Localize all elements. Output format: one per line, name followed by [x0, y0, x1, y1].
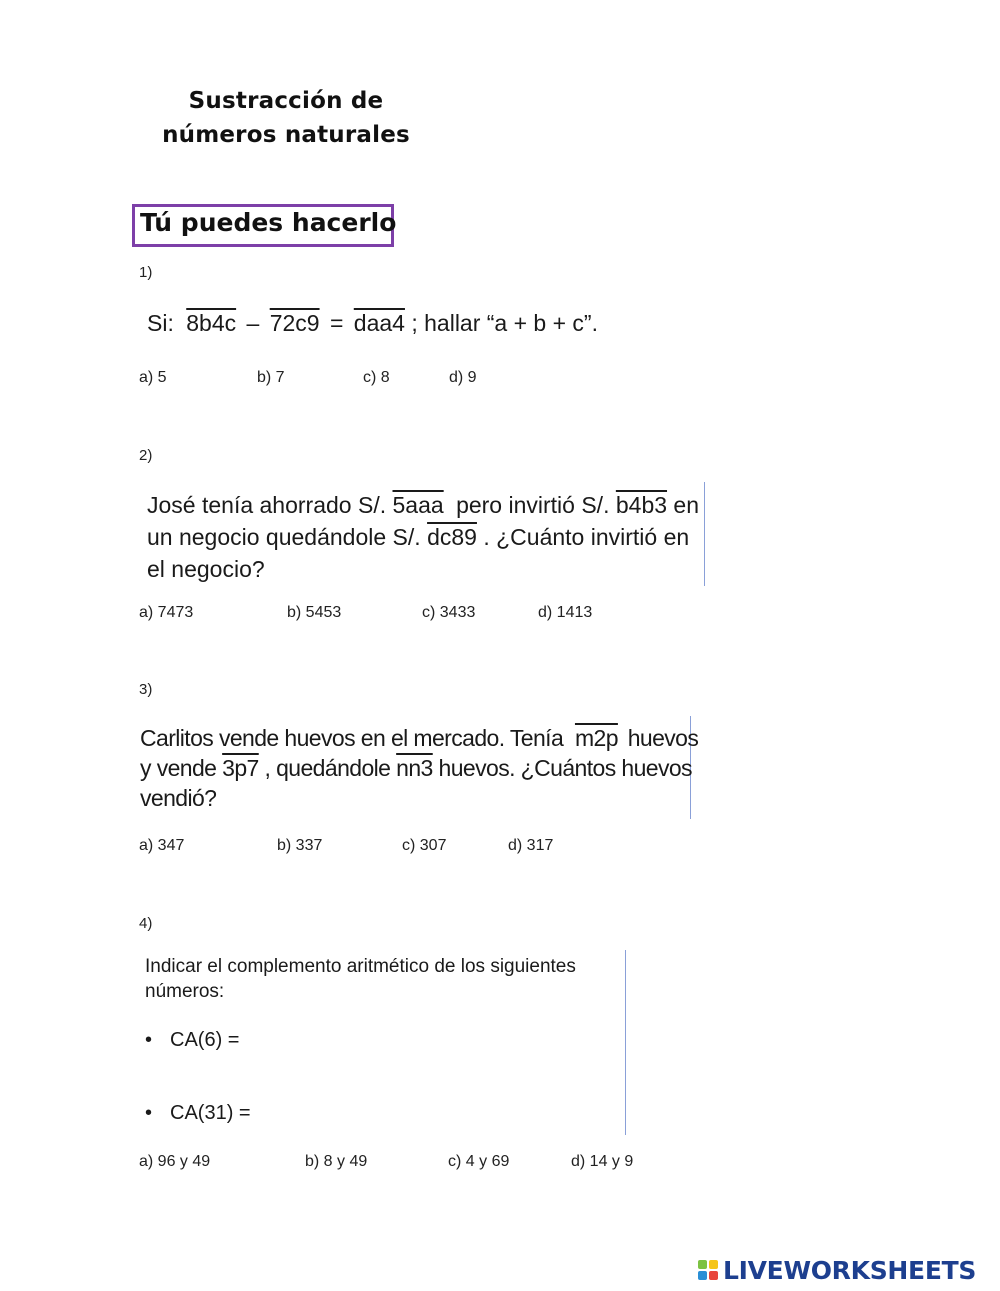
- q1-result: daa4: [353, 310, 405, 336]
- q1-equals-sign: =: [329, 310, 344, 336]
- q2-line1-text-e: en: [673, 492, 700, 518]
- q3-line2-text-c: , quedándole: [264, 755, 391, 781]
- q3-line1-text-c: huevos: [627, 725, 699, 751]
- question-4-option-a[interactable]: a) 96 y 49: [139, 1153, 211, 1170]
- question-4-line-1: Indicar el complemento aritmético de los siguientes: [145, 956, 576, 977]
- question-4-number: 4): [139, 915, 153, 932]
- q2-line2-text-a: un negocio quedándole S/.: [147, 524, 421, 550]
- question-3-line-1: [140, 725, 698, 752]
- question-1-option-a[interactable]: a) 5: [139, 369, 167, 386]
- q1-suffix: ; hallar “a + b + c”.: [411, 310, 598, 336]
- q2-line1-text-a: José tenía ahorrado S/.: [147, 492, 387, 518]
- bullet-icon: •: [145, 1029, 153, 1051]
- q1-prefix: Si:: [147, 310, 174, 336]
- question-4-crop-edge: [625, 950, 626, 1135]
- q2-invested-number: b4b3: [615, 492, 668, 518]
- question-3-line-2: [140, 755, 692, 782]
- q2-savings-number: 5aaa: [392, 492, 444, 518]
- liveworksheets-logo: [698, 1255, 976, 1285]
- worksheet-title-line-1: Sustracción de: [188, 88, 384, 114]
- question-1-statement: [147, 310, 598, 337]
- q1-term-1: 8b4c: [186, 310, 237, 336]
- question-2-line-1: [147, 492, 699, 519]
- subheading: Tú puedes hacerlo: [140, 208, 397, 237]
- question-3-option-d[interactable]: d) 317: [508, 837, 554, 854]
- q3-sold-number: 3p7: [222, 755, 259, 781]
- q3-had-eggs-number: m2p: [574, 725, 618, 751]
- question-4-option-d[interactable]: d) 14 y 9: [571, 1153, 634, 1170]
- q2-remaining-number: dc89: [427, 524, 477, 550]
- question-1-option-d[interactable]: d) 9: [449, 369, 477, 386]
- question-4-line-2: números:: [145, 981, 225, 1002]
- question-2-crop-edge: [704, 482, 705, 586]
- question-1-number: 1): [139, 264, 153, 281]
- question-2-option-d[interactable]: d) 1413: [538, 604, 593, 621]
- question-2-line-3: el negocio?: [147, 556, 265, 582]
- q2-line1-text-c: pero invirtió S/.: [456, 492, 610, 518]
- bullet-icon: •: [145, 1102, 153, 1124]
- question-4-bullet-2: [145, 1102, 251, 1125]
- liveworksheets-logo-icon: [698, 1260, 718, 1280]
- q3-line2-text-e: huevos. ¿Cuántos huevos: [438, 755, 692, 781]
- question-3-option-a[interactable]: a) 347: [139, 837, 185, 854]
- question-3-line-3: vendió?: [140, 785, 217, 811]
- q3-remaining-number: nn3: [396, 755, 433, 781]
- question-1-option-b[interactable]: b) 7: [257, 369, 285, 386]
- q2-line2-text-c: . ¿Cuánto invirtió en: [483, 524, 690, 550]
- worksheet-title-line-2: números naturales: [162, 122, 410, 148]
- q4-bullet-1-text: CA(6) =: [170, 1029, 240, 1051]
- question-3-option-c[interactable]: c) 307: [402, 837, 447, 854]
- q3-line1-text-a: Carlitos vende huevos en el mercado. Tenía: [140, 725, 564, 751]
- question-4-option-c[interactable]: c) 4 y 69: [448, 1153, 510, 1170]
- liveworksheets-logo-text: LIVEWORKSHEETS: [723, 1255, 977, 1285]
- question-4-bullet-1: [145, 1029, 239, 1052]
- question-2-option-b[interactable]: b) 5453: [287, 604, 342, 621]
- question-4-option-b[interactable]: b) 8 y 49: [305, 1153, 368, 1170]
- question-2-option-c[interactable]: c) 3433: [422, 604, 476, 621]
- question-2-option-a[interactable]: a) 7473: [139, 604, 194, 621]
- question-3-number: 3): [139, 681, 153, 698]
- question-2-number: 2): [139, 447, 153, 464]
- q4-bullet-2-text: CA(31) =: [170, 1102, 251, 1124]
- q3-line2-text-a: y vende: [140, 755, 217, 781]
- q1-term-2: 72c9: [269, 310, 320, 336]
- question-2-line-2: [147, 524, 689, 551]
- q1-minus-sign: –: [246, 310, 260, 336]
- question-1-option-c[interactable]: c) 8: [363, 369, 390, 386]
- question-3-option-b[interactable]: b) 337: [277, 837, 323, 854]
